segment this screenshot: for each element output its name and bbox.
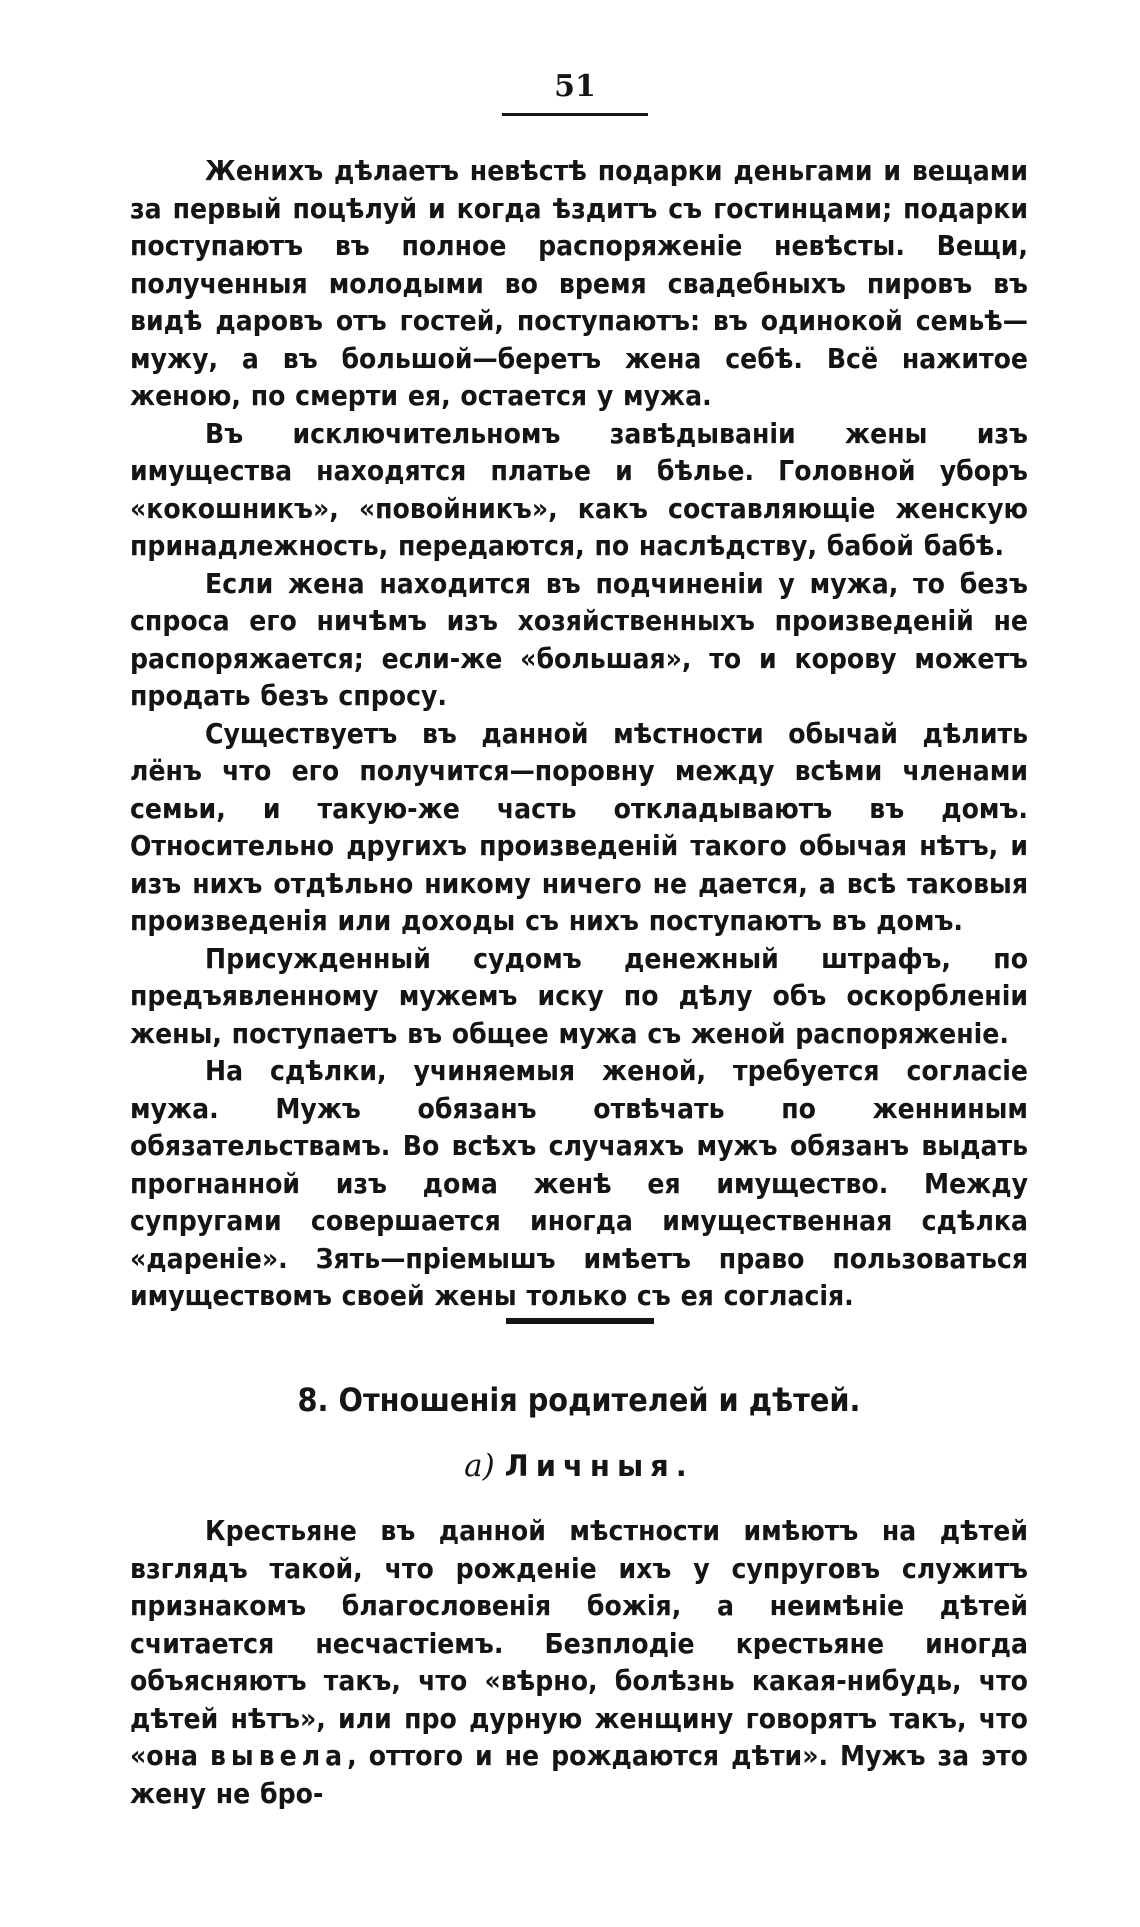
paragraph-spaced-word: вывела: [209, 1739, 348, 1772]
paragraph-flax-custom: Существуетъ въ данной мѣстности обычай дѣлить лёнъ что его получится—поровну между всѣми членами семьи, и такую-же часть откладываютъ въ домъ. Относительно другихъ произведеній такого обычая нѣтъ, и изъ нихъ отдѣльно никому ничего не дается, а всѣ таковыя произведенія или доходы съ нихъ поступаютъ въ домъ.: [130, 716, 1028, 937]
paragraph-transactions: На сдѣлки, учиняемыя женой, требуется согласіе мужа. Мужъ обязанъ отвѣчать по женниным обязательствамъ. Во всѣхъ случаяхъ мужъ обязанъ выдать прогнанной изъ дома женѣ ея имущество. Между супругами совершается иногда имущественная сдѣлка «дареніе». Зять—пріемышъ имѣетъ право пользоваться имуществомъ своей жены только съ ея согласія.: [130, 1054, 1028, 1312]
paragraph-children-view: [130, 1512, 1028, 1812]
paragraph-fine: Присужденный судомъ денежный штрафъ, по предъявленному мужемъ иску по дѣлу объ оскорбленіи жены, поступаетъ въ общее мужа съ женой распоряженіе.: [130, 941, 1028, 1050]
section-divider: [506, 1318, 654, 1324]
paragraph-wife-property: Въ исключительномъ завѣдываніи жены изъ имущества находятся платье и бѣлье. Головной уборъ «кокошникъ», «повойникъ», какъ составляющіе женскую принадлежность, передаются, по наслѣдству, бабой бабѣ.: [130, 416, 1028, 562]
paragraph-text-end: , оттого и не рождаются дѣти». Мужъ за это жену не бро-: [130, 1739, 1028, 1810]
paragraph-text-start: Крестьяне въ данной мѣстности имѣютъ на дѣтей взглядъ такой, что рожденіе ихъ у супруговъ служитъ признакомъ благословенія божія, а неимѣніе дѣтей считается несчастіемъ. Безплодіе крестьяне иногда объясняютъ такъ, что «вѣрно, болѣзнь какая-нибудь, что дѣтей нѣтъ», или про дурную женщину говорятъ такъ, что «она: [130, 1514, 1028, 1772]
paragraph-gifts: Женихъ дѣлаетъ невѣстѣ подарки деньгами и вещами за первый поцѣлуй и когда ѣздитъ съ гостинцами; подарки поступаютъ въ полное распоряженіе невѣсты. Вещи, полученныя молодыми во время свадебныхъ пировъ въ видѣ даровъ отъ гостей, поступаютъ: въ одинокой семьѣ—мужу, а въ большой—беретъ жена себѣ. Всё нажитое женою, по смерти ея, остается у мужа.: [130, 154, 1028, 412]
section-heading: 8. Отношенія родителей и дѣтей.: [297, 1381, 861, 1419]
text-block-children: [130, 1512, 1028, 1812]
text-block-property: [130, 152, 1028, 1315]
paragraph-subordination: Если жена находится въ подчиненіи у мужа, то безъ спроса его ничѣмъ изъ хозяйственныхъ произведеній не распоряжается; если-же «большая», то и корову можетъ продать безъ спросу.: [130, 566, 1028, 712]
page-number-rule: [502, 113, 648, 116]
subsection-heading: [130, 1446, 1028, 1486]
subsection-title: Личныя.: [504, 1449, 694, 1483]
subsection-letter: а): [464, 1448, 495, 1484]
page-number: 51: [554, 69, 596, 104]
